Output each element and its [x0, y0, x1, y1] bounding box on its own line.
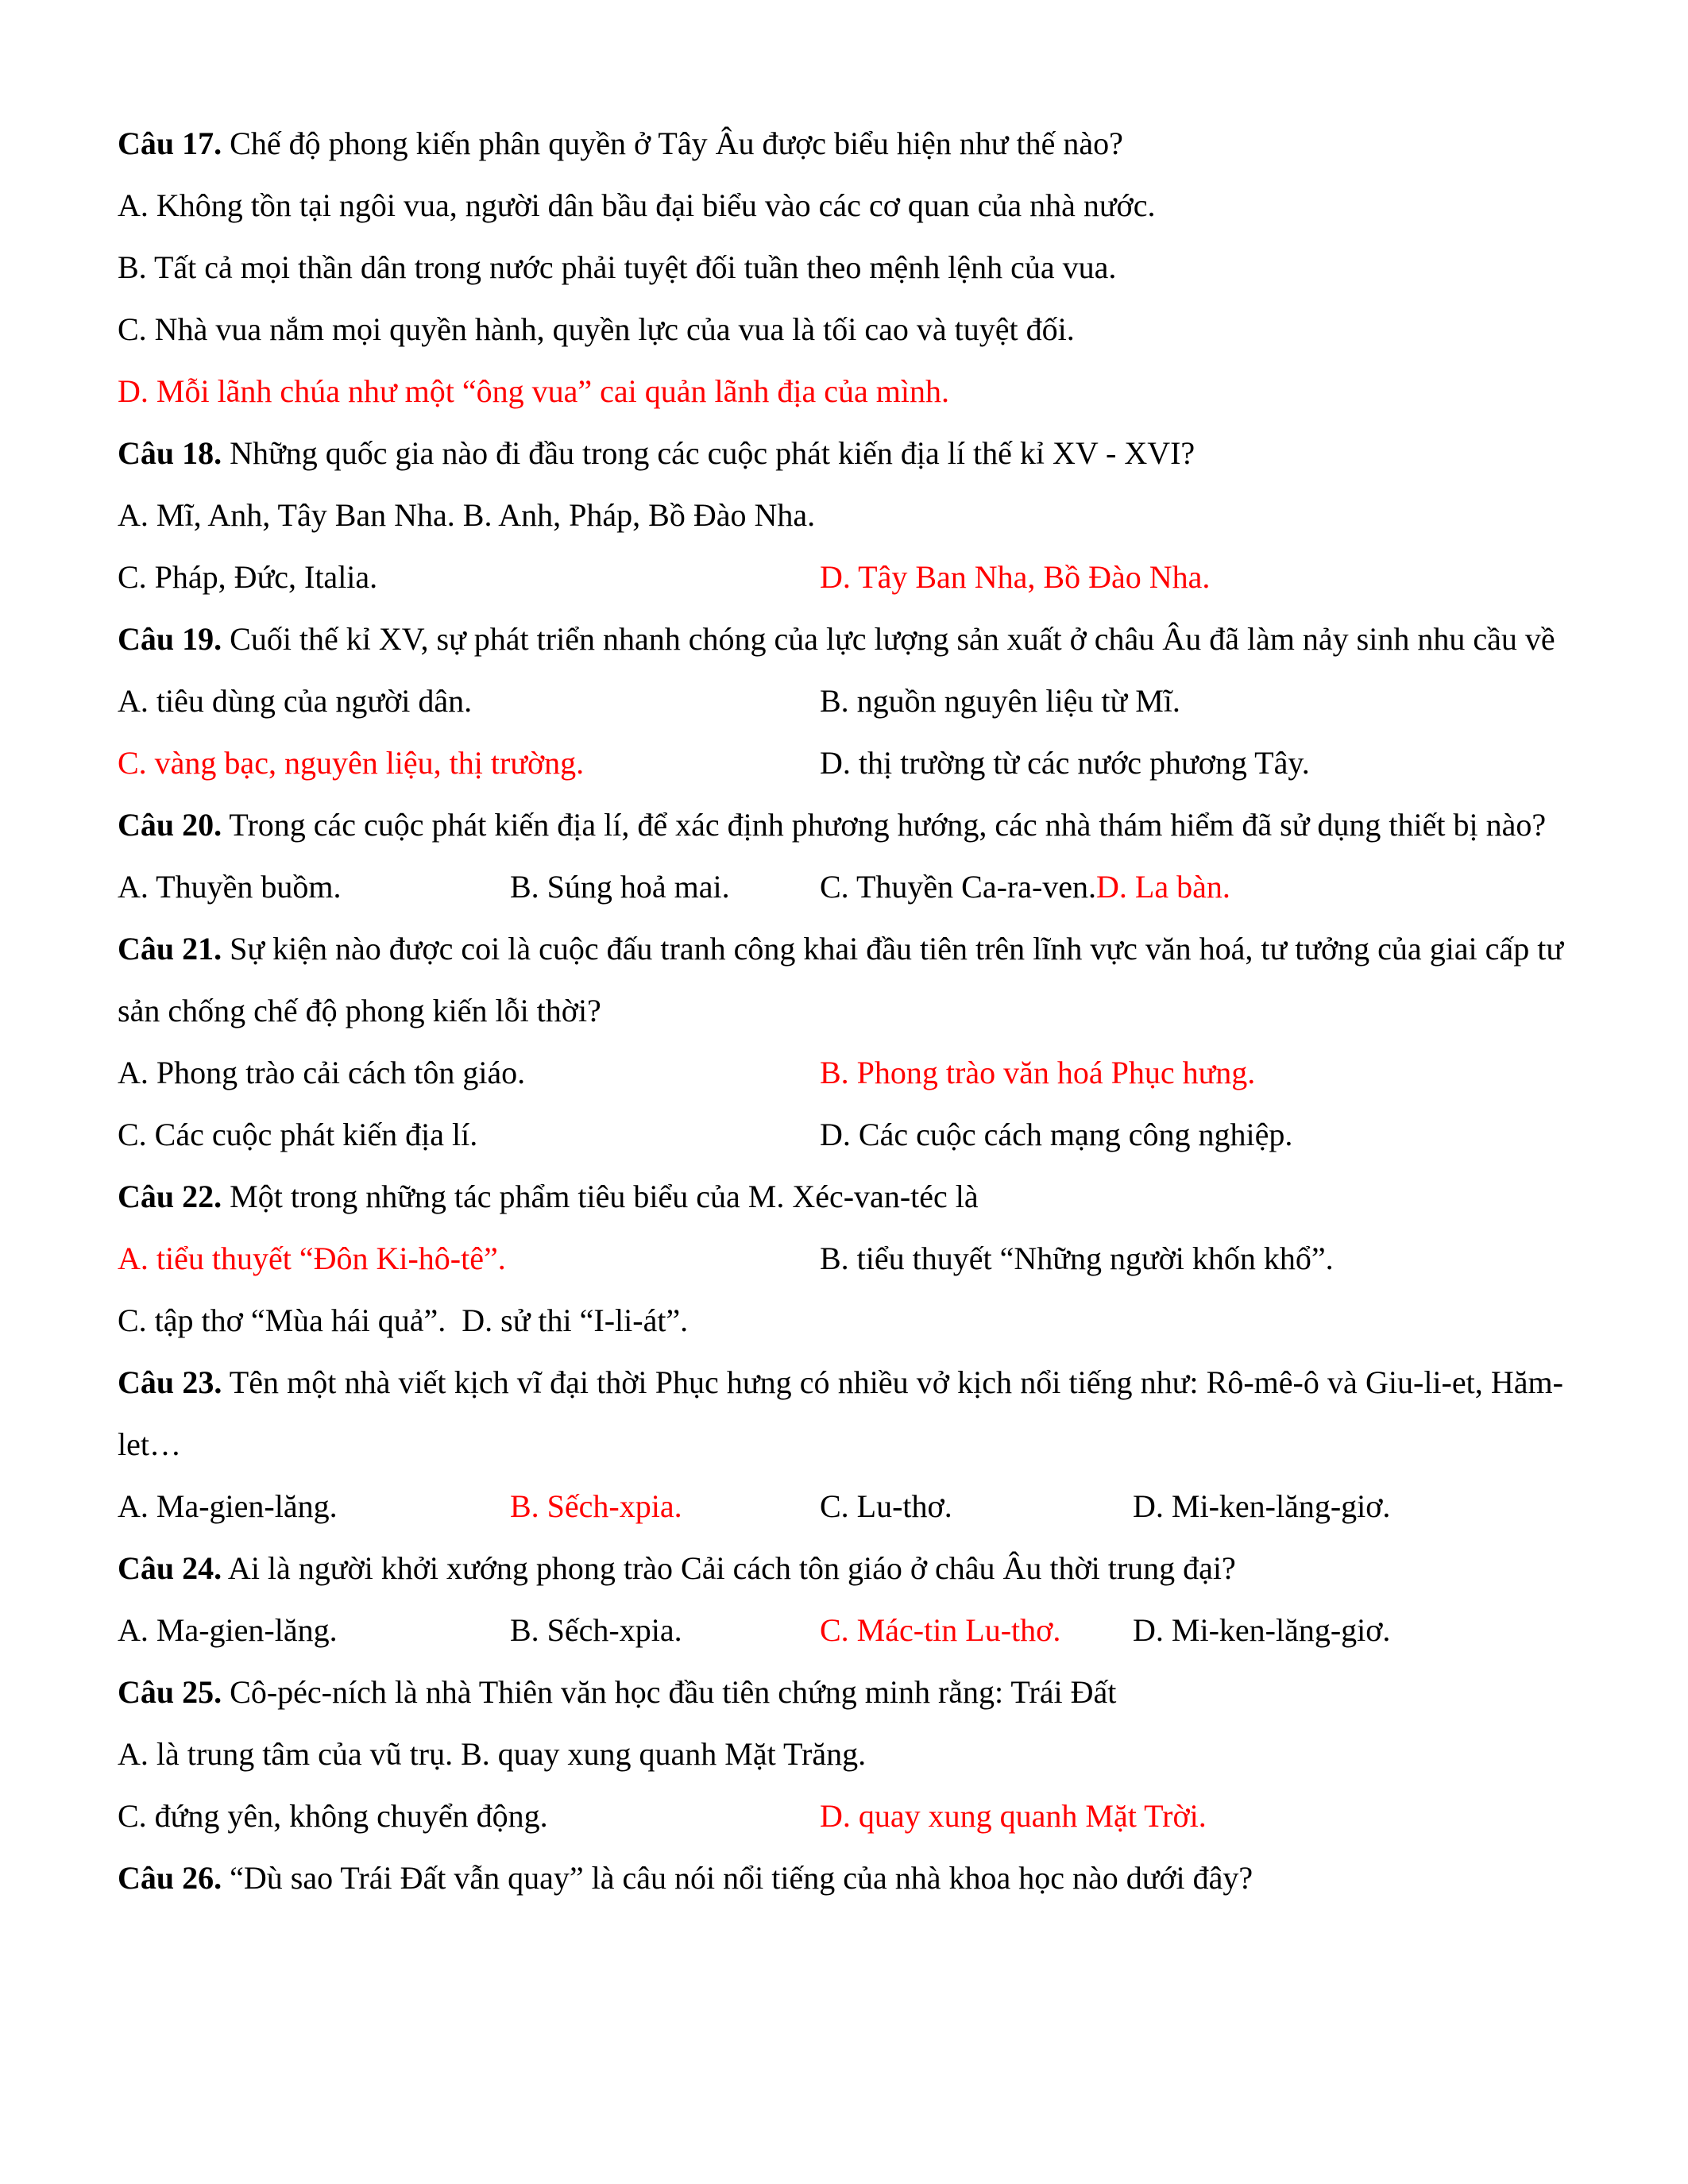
option-c: C. đứng yên, không chuyển động.: [118, 1798, 548, 1834]
question-25: [118, 1661, 1563, 1723]
question-23: [118, 1352, 1563, 1476]
options-row: [118, 1599, 1563, 1661]
options-row: [118, 1042, 1563, 1104]
option-a: A. Thuyền buồm.: [118, 869, 342, 905]
option-a: A. tiêu dùng của người dân.: [118, 683, 473, 719]
option-c-correct: C. Mác-tin Lu-thơ.: [820, 1612, 1061, 1648]
option-c: C. Nhà vua nắm mọi quyền hành, quyền lực của vua là tối cao và tuyệt đối.: [118, 311, 1075, 347]
option-d-correct: D. Mỗi lãnh chúa như một “ông vua” cai quản lãnh địa của mình.: [118, 373, 949, 409]
question-text: Cô-péc-ních là nhà Thiên văn học đầu tiên chứng minh rằng: Trái Đất: [222, 1674, 1117, 1710]
question-number: Câu 21.: [118, 931, 222, 967]
question-text: Chế độ phong kiến phân quyền ở Tây Âu được biểu hiện như thế nào?: [222, 125, 1123, 161]
options-row: [118, 856, 1563, 918]
question-text: Tên một nhà viết kịch vĩ đại thời Phục hưng có nhiều vở kịch nổi tiếng như: Rô-mê-ô và Giu-li-et, Hăm-let…: [118, 1364, 1563, 1462]
options-row: [118, 1785, 1563, 1847]
option-d: D. Mi-ken-lăng-giơ.: [1133, 1488, 1391, 1524]
question-number: Câu 19.: [118, 621, 222, 657]
question-22: [118, 1166, 1563, 1228]
question-text: Trong các cuộc phát kiến địa lí, để xác định phương hướng, các nhà thám hiểm đã sử dụng thiết bị nào?: [222, 807, 1547, 843]
question-26: [118, 1847, 1563, 1909]
options-row: [118, 732, 1563, 794]
options-row: [118, 546, 1563, 608]
option-b: B. nguồn nguyên liệu từ Mĩ.: [820, 683, 1180, 719]
option-c: C. Thuyền Ca-ra-ven.: [820, 869, 1097, 905]
question-number: Câu 20.: [118, 807, 222, 843]
option-a: A. Phong trào cải cách tôn giáo.: [118, 1055, 526, 1090]
option-d: D. Mi-ken-lăng-giơ.: [1133, 1612, 1391, 1648]
options-row: [118, 670, 1563, 732]
question-number: Câu 17.: [118, 125, 222, 161]
option-d: D. thị trường từ các nước phương Tây.: [820, 745, 1310, 781]
option-b-correct: B. Phong trào văn hoá Phục hưng.: [820, 1055, 1256, 1090]
option-b: B. Tất cả mọi thần dân trong nước phải tuyệt đối tuần theo mệnh lệnh của vua.: [118, 249, 1117, 285]
question-21: [118, 918, 1563, 1042]
options-row: [118, 1104, 1563, 1166]
options-row: [118, 1476, 1563, 1538]
question-number: Câu 22.: [118, 1179, 222, 1214]
question-number: Câu 25.: [118, 1674, 222, 1710]
option-a: A. Ma-gien-lăng.: [118, 1488, 338, 1524]
option-a-correct: A. tiểu thuyết “Đôn Ki-hô-tê”.: [118, 1241, 506, 1276]
option-c: C. Các cuộc phát kiến địa lí.: [118, 1117, 478, 1152]
option-a-b: A. là trung tâm của vũ trụ. B. quay xung quanh Mặt Trăng.: [118, 1736, 867, 1772]
option-d-correct: D. La bàn.: [1096, 869, 1230, 905]
question-text: Những quốc gia nào đi đầu trong các cuộc phát kiến địa lí thế kỉ XV - XVI?: [222, 435, 1196, 471]
question-17: [118, 113, 1563, 175]
option-d-correct: D. quay xung quanh Mặt Trời.: [820, 1798, 1207, 1834]
option-a: A. Ma-gien-lăng.: [118, 1612, 338, 1648]
question-18: [118, 423, 1563, 484]
question-24: [118, 1538, 1563, 1599]
question-text: “Dù sao Trái Đất vẫn quay” là câu nói nổi tiếng của nhà khoa học nào dưới đây?: [222, 1860, 1253, 1896]
question-text: Một trong những tác phẩm tiêu biểu của M. Xéc-van-téc là: [222, 1179, 979, 1214]
option-c: C. Lu-thơ.: [820, 1488, 952, 1524]
option-b-correct: B. Sếch-xpia.: [510, 1488, 682, 1524]
question-number: Câu 26.: [118, 1860, 222, 1896]
option-d: D. Các cuộc cách mạng công nghiệp.: [820, 1117, 1293, 1152]
question-number: Câu 24.: [118, 1550, 222, 1586]
question-list: [118, 113, 1563, 1909]
question-text: Sự kiện nào được coi là cuộc đấu tranh công khai đầu tiên trên lĩnh vực văn hoá, tư tưởng của giai cấp tư sản chống chế độ phong kiến lỗi thời?: [118, 931, 1563, 1028]
question-number: Câu 23.: [118, 1364, 222, 1400]
question-text: Ai là người khởi xướng phong trào Cải cách tôn giáo ở châu Âu thời trung đại?: [222, 1550, 1236, 1586]
question-19: [118, 608, 1563, 670]
question-number: Câu 18.: [118, 435, 222, 471]
option-c-and-d: [820, 856, 1230, 918]
option-a: A. Không tồn tại ngôi vua, người dân bầu đại biểu vào các cơ quan của nhà nước.: [118, 187, 1156, 223]
option-b: B. tiểu thuyết “Những người khốn khổ”.: [820, 1241, 1334, 1276]
option-c-d: C. tập thơ “Mùa hái quả”. D. sử thi “I-li-át”.: [118, 1302, 689, 1338]
option-d-correct: D. Tây Ban Nha, Bồ Đào Nha.: [820, 559, 1211, 595]
option-b: B. Súng hoả mai.: [510, 869, 730, 905]
option-a-b: A. Mĩ, Anh, Tây Ban Nha. B. Anh, Pháp, Bồ Đào Nha.: [118, 497, 816, 533]
question-text: Cuối thế kỉ XV, sự phát triển nhanh chóng của lực lượng sản xuất ở châu Âu đã làm nảy sinh nhu cầu về: [222, 621, 1555, 657]
option-b: B. Sếch-xpia.: [510, 1612, 682, 1648]
options-row: [118, 1228, 1563, 1290]
question-20: [118, 794, 1563, 856]
option-c-correct: C. vàng bạc, nguyên liệu, thị trường.: [118, 745, 585, 781]
option-c: C. Pháp, Đức, Italia.: [118, 559, 378, 595]
